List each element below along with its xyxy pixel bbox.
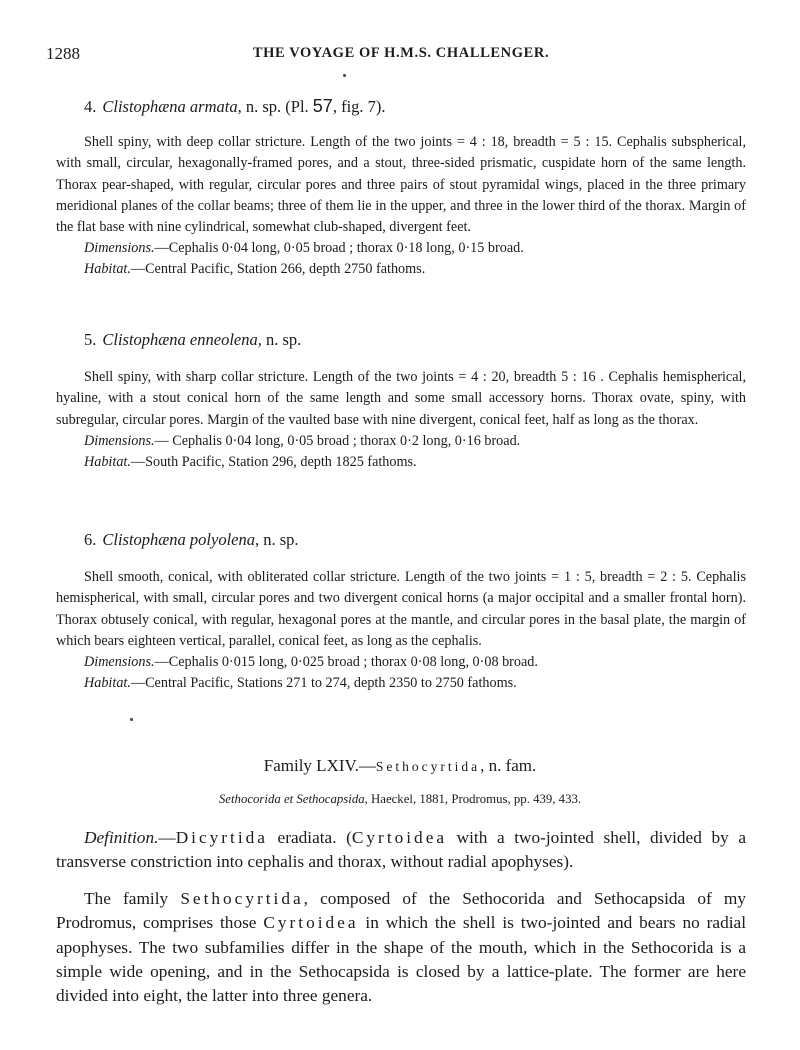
- dimensions-line: [56, 431, 746, 452]
- species-number: 6.: [84, 530, 97, 549]
- habitat-text: —Central Pacific, Stations 271 to 274, depth 2350 to 2750 fathoms.: [130, 675, 517, 692]
- family-definition: [56, 826, 746, 875]
- species-description: Shell smooth, conical, with obliterated collar stricture. Length of the two joints = 1 : 5, breadth = 2 : 5. Cephalis hemispherical, with small, circular pores and two divergent conical horns (a major occipital and a smaller frontal horn). Thorax obtusely conical, with regular, hexagonal pores at the mantle, and circular pores in the basal plate, the margin of which bears eighteen vertical, parallel, conical feet, as long as the cephalis.: [56, 569, 746, 649]
- species-heading: [56, 530, 746, 550]
- family-reference: [0, 792, 800, 807]
- species-heading: [56, 330, 746, 350]
- species-name: Clistophæna polyolena,: [102, 530, 260, 549]
- habitat-line: [56, 452, 746, 473]
- species-number: 5.: [84, 330, 97, 349]
- dimensions-line: [56, 238, 746, 259]
- species-suffix: n. sp.: [261, 330, 302, 349]
- definition-text: eradiata. (: [267, 828, 352, 847]
- species-name: Clistophæna armata,: [102, 97, 242, 116]
- species-number: 4.: [84, 97, 97, 116]
- family-reference-names: Sethocorida et Sethocapsida: [218, 792, 365, 806]
- species-heading: [56, 96, 746, 117]
- habitat-label: Habitat.: [84, 453, 131, 470]
- ink-speck: [130, 718, 133, 721]
- species-entry: [56, 530, 746, 694]
- definition-dash: —: [158, 828, 176, 847]
- dimensions-label: Dimensions.: [84, 654, 155, 671]
- species-description: Shell spiny, with deep collar stricture. Length of the two joints = 4 : 18, breadth = 5 : 15. Cephalis subspherical, with small, circular, hexagonally-framed pores, and a stout, three-sided prismatic, cuspidate horn of the same length. Thorax pear-shaped, with regular, circular pores and three pairs of stout pyramidal wings, placed in the three primary meridional planes of the collar beams; three of them lie in the upper, and three in the lower third of the thorax. Margin of the flat base with nine cylindrical, somewhat club-shaped, divergent feet.: [56, 134, 746, 236]
- definition-term: Cyrtoidea: [351, 828, 448, 847]
- species-suffix: n. sp. (Pl.: [241, 97, 313, 116]
- body-text: The family: [84, 889, 181, 908]
- definition-paragraph: [56, 826, 746, 875]
- dimensions-text: — Cephalis 0·04 long, 0·05 broad ; thorax 0·2 long, 0·16 broad.: [154, 432, 521, 449]
- species-entry: [56, 330, 746, 473]
- running-title: THE VOYAGE OF H.M.S. CHALLENGER.: [252, 45, 550, 61]
- body-term: Cyrtoidea: [263, 913, 359, 933]
- habitat-label: Habitat.: [84, 675, 131, 692]
- body-text: , composed of the Sethocorida and Sethocapsida of my Prodromus, comprises those: [56, 889, 746, 933]
- species-suffix-end: , fig. 7).: [332, 97, 386, 116]
- page-number: 1288: [46, 44, 80, 63]
- ink-speck: [343, 74, 346, 77]
- dimensions-label: Dimensions.: [84, 240, 155, 257]
- dimensions-text: —Cephalis 0·015 long, 0·025 broad ; thorax 0·08 long, 0·08 broad.: [154, 654, 538, 671]
- habitat-label: Habitat.: [84, 261, 131, 278]
- page-header: [46, 44, 756, 68]
- family-heading-name: Sethocyrtida: [375, 759, 481, 774]
- body-term: Sethocyrtida: [180, 889, 304, 908]
- definition-text: with a two-jointed shell, divided by a transverse constriction into cephalis and thorax, without radial apophyses).: [56, 828, 746, 872]
- body-paragraph: [56, 887, 746, 1008]
- family-reference-text: , Haeckel, 1881, Prodromus, pp. 439, 433.: [364, 792, 582, 806]
- species-entry: [56, 96, 746, 280]
- body-text: in which the shell is two-jointed and bears no radial apophyses. The two subfamilies differ in the shape of the mouth, which in the Sethocorida is a simple wide opening, and in the Sethocapsida is closed by a lattice-plate. The former are here divided into eight, the latter into three genera.: [56, 913, 746, 1006]
- species-description: Shell spiny, with sharp collar stricture. Length of the two joints = 4 : 20, breadth 5 : 16 . Cephalis hemispherical, hyaline, with a stout conical horn of the same length and some small accessory horns. Thorax ovate, spiny, with subregular, circular pores. Margin of the vaulted base with nine divergent, conical feet, half as long as the thorax.: [56, 369, 746, 428]
- species-name: Clistophæna enneolena,: [102, 330, 262, 349]
- definition-term: Dicyrtida: [175, 828, 268, 847]
- dimensions-line: [56, 652, 746, 673]
- species-suffix: n. sp.: [259, 530, 299, 549]
- family-heading-suffix: , n. fam.: [480, 756, 537, 775]
- habitat-line: [56, 259, 746, 280]
- habitat-text: —South Pacific, Station 296, depth 1825 fathoms.: [130, 453, 417, 470]
- definition-label: Definition.: [84, 828, 159, 847]
- family-heading: [0, 756, 800, 776]
- habitat-line: [56, 673, 746, 694]
- family-description: [56, 887, 746, 1008]
- family-heading-prefix: Family LXIV.—: [263, 756, 376, 775]
- habitat-text: —Central Pacific, Station 266, depth 2750 fathoms.: [130, 261, 426, 278]
- dimensions-text: —Cephalis 0·04 long, 0·05 broad ; thorax 0·18 long, 0·15 broad.: [154, 240, 524, 257]
- plate-number: 57: [312, 96, 333, 116]
- dimensions-label: Dimensions.: [84, 432, 155, 449]
